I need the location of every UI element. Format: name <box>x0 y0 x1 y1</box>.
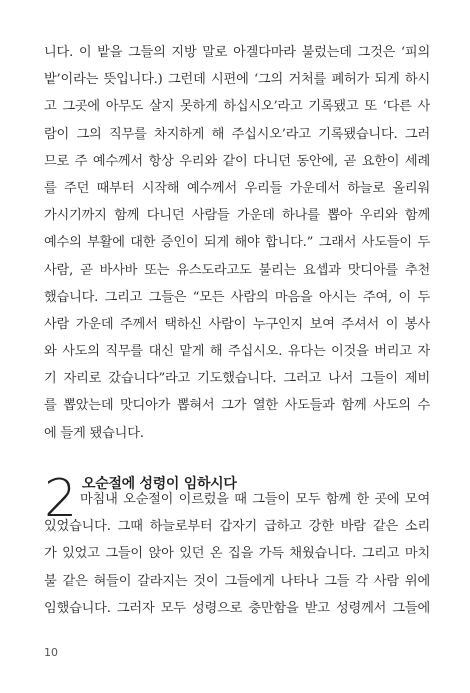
body-line: 니다. 이 밭을 그들의 지방 말로 아겔다마라 불렀는데 그것은 ‘피의 <box>44 45 430 60</box>
section-line: 임했습니다. 그러자 모두 성령으로 충만함을 받고 성령께서 그들에 <box>44 600 430 616</box>
section-line: 마침내 오순절이 이르렀을 때 그들이 모두 함께 한 곳에 모여 <box>80 492 430 507</box>
body-line: 밭’이라는 뜻입니다.) 그런데 시편에 ‘그의 거처를 폐허가 되게 하시 <box>44 72 430 88</box>
body-line: 기 자리로 갔습니다”라고 기도했습니다. 그러고 나서 그들이 제비 <box>44 371 430 387</box>
section-line: 불 같은 혀들이 갈라지는 것이 그들에게 나타나 그들 각 사람 위에 <box>44 573 430 589</box>
body-line: 에 들게 됐습니다. <box>44 425 144 441</box>
body-paragraph <box>44 39 430 447</box>
section-title: 오순절에 성령이 임하시다 <box>82 476 237 492</box>
body-line: 를 뽑았는데 맛디아가 뽑혀서 그가 열한 사도들과 함께 사도의 수 <box>44 398 430 414</box>
body-line: 사람 가운데 주께서 택하신 사람이 누구인지 보여 주셔서 이 봉사 <box>44 316 430 332</box>
body-line: 와 사도의 직무를 대신 맡게 해 주십시오. 유다는 이것을 버리고 자 <box>44 344 430 360</box>
body-line: 가시기까지 함께 다니던 사람들 가운데 하나를 뽑아 우리와 함께 <box>44 208 430 224</box>
section-number: 2 <box>44 469 78 529</box>
section-line: 있었습니다. 그때 하늘로부터 갑자기 급하고 강한 바람 같은 소리 <box>44 519 430 535</box>
section-paragraph <box>44 486 430 622</box>
body-line: 했습니다. 그리고 그들은 “모든 사람의 마음을 아시는 주여, 이 두 <box>44 289 430 305</box>
section-line: 가 있었고 그들이 앉아 있던 온 집을 가득 채웠습니다. 그리고 마치 <box>44 546 430 562</box>
body-line: 예수의 부활에 대한 증인이 되게 해야 합니다.” 그래서 사도들이 두 <box>44 235 430 251</box>
body-line: 를 주던 때부터 시작해 예수께서 우리들 가운데서 하늘로 올리워 <box>44 180 430 196</box>
body-line: 사람, 곧 바사바 또는 유스도라고도 불리는 요셉과 맛디아를 추천 <box>44 262 430 278</box>
body-line: 고 그곳에 아무도 살지 못하게 하십시오’라고 기록됐고 또 ‘다른 사 <box>44 99 430 115</box>
page-number: 10 <box>44 646 58 659</box>
body-line: 람이 그의 직무를 차지하게 해 주십시오’라고 기록됐습니다. 그러 <box>44 126 430 142</box>
body-line: 므로 주 예수께서 항상 우리와 같이 다니던 동안에, 곧 요한이 세례 <box>44 153 430 169</box>
